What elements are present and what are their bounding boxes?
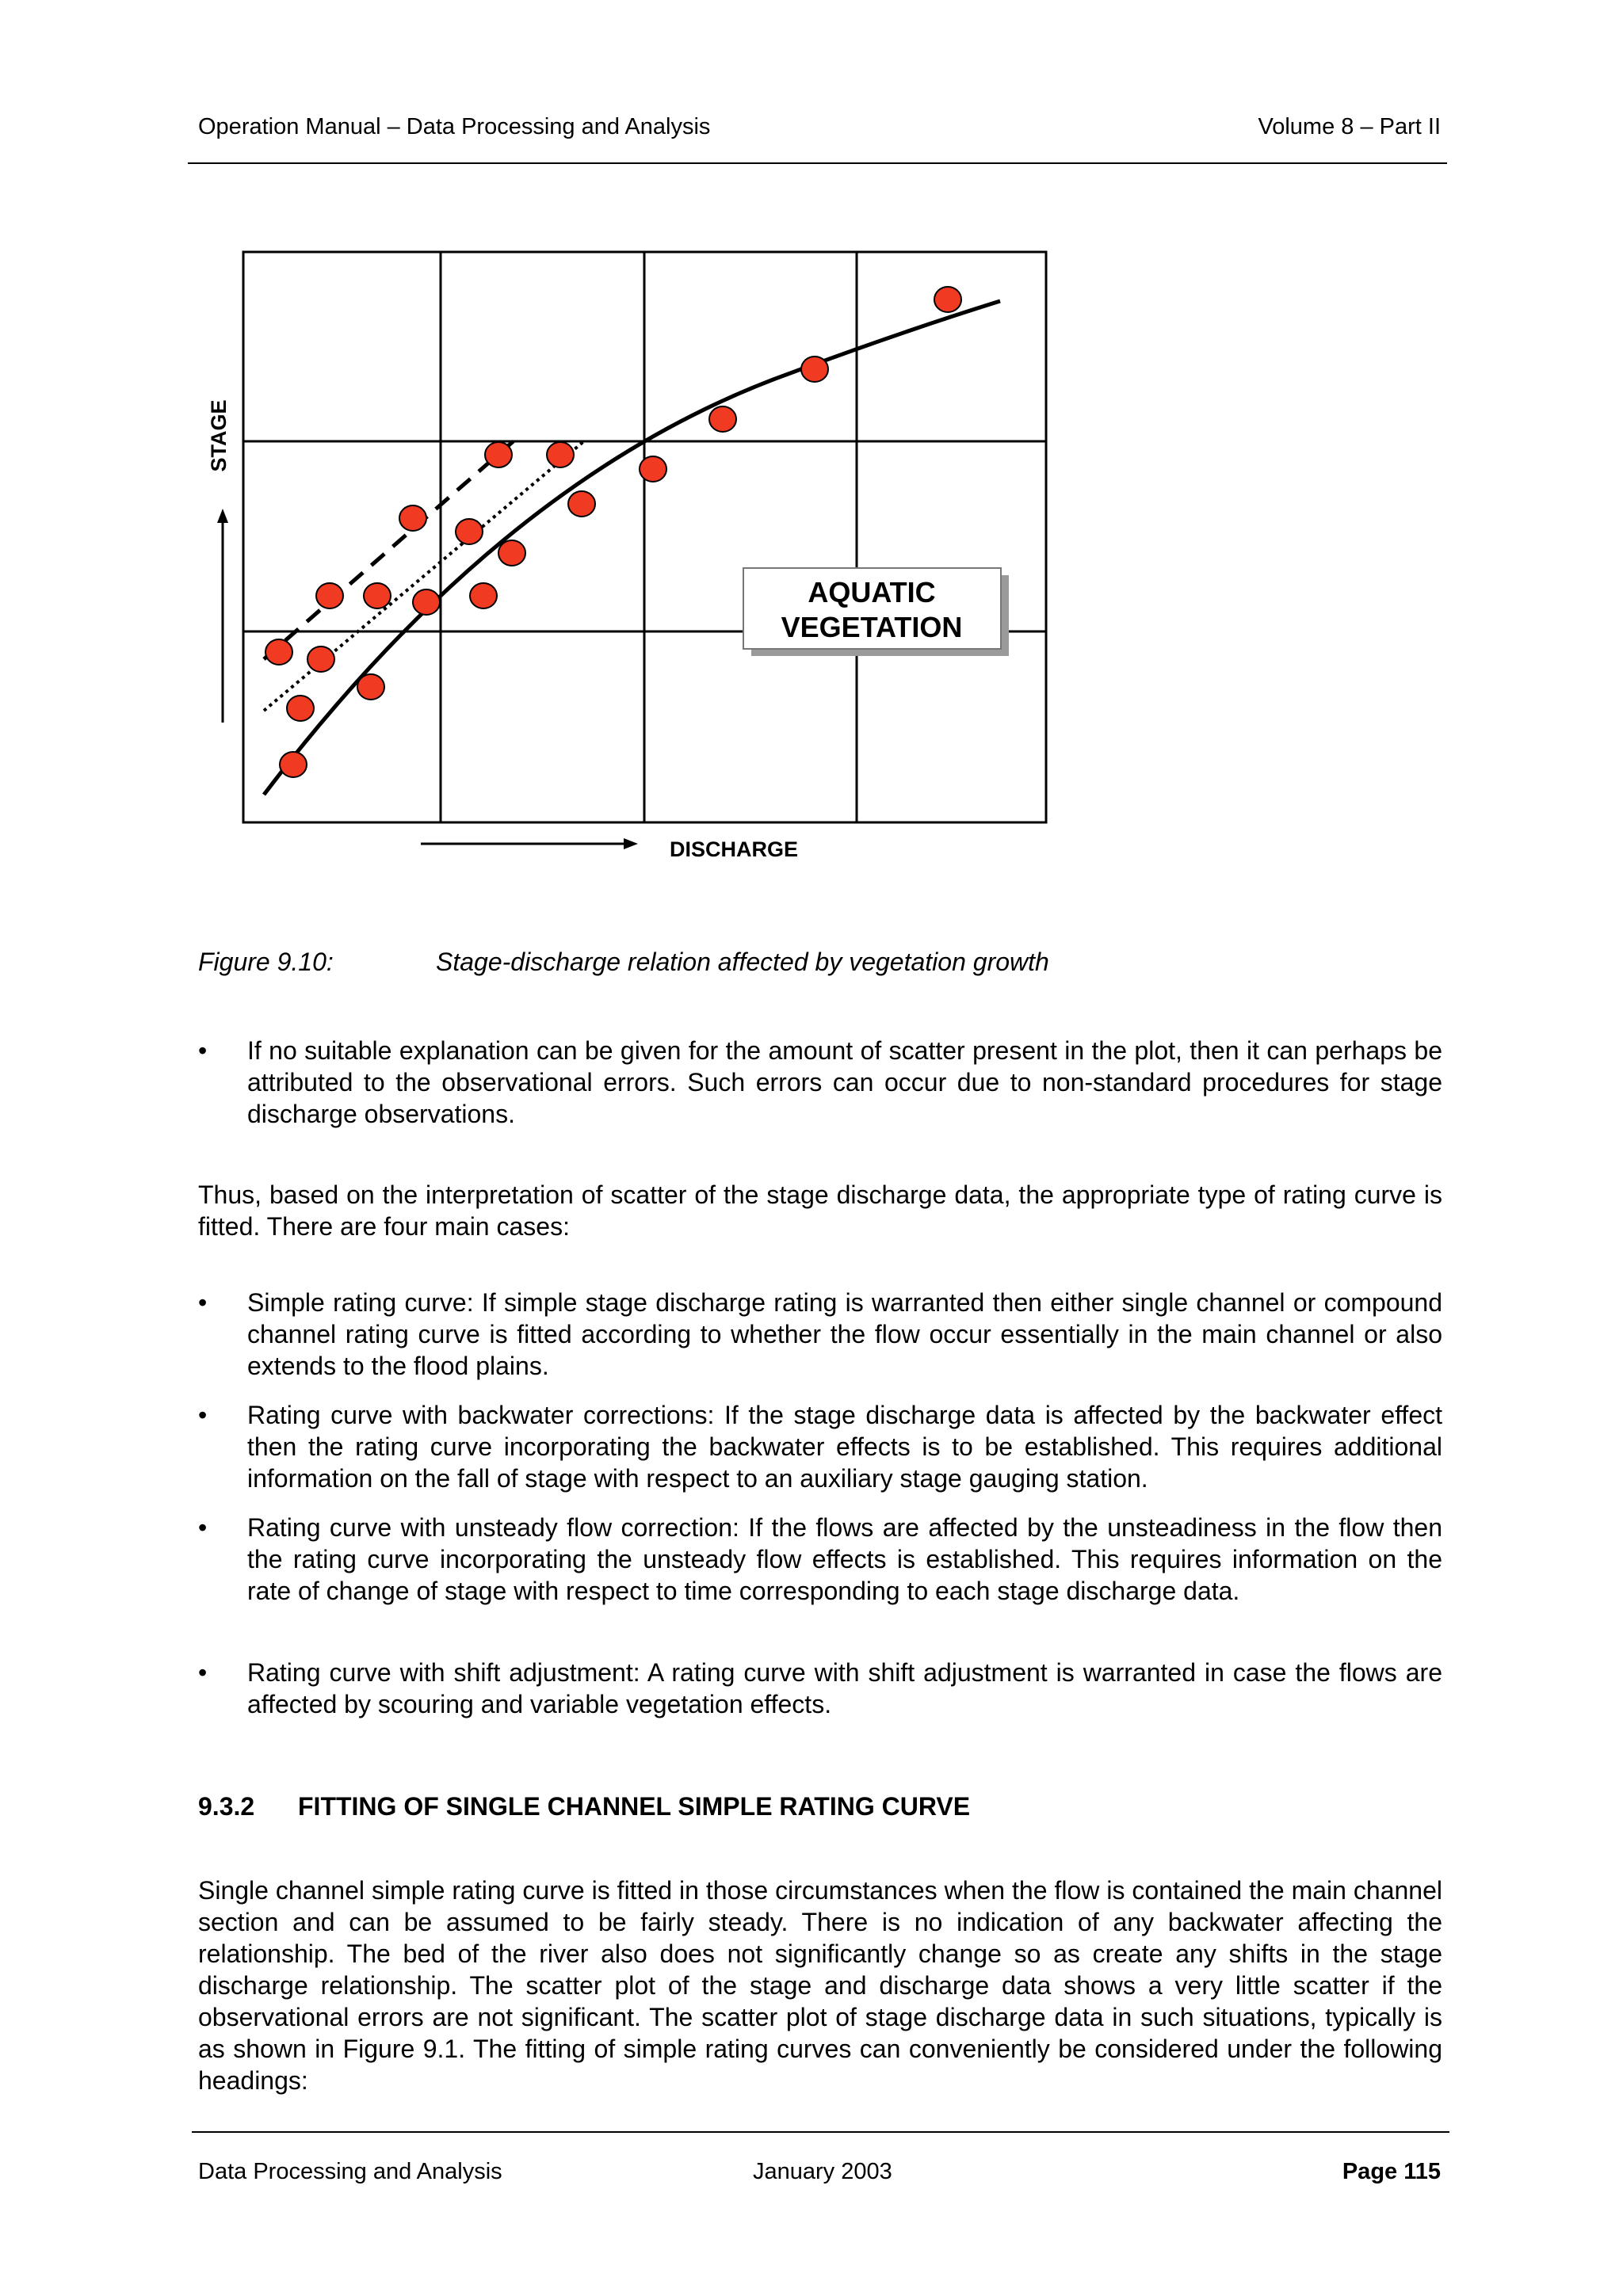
- data-point: [934, 287, 961, 312]
- data-point: [399, 505, 426, 531]
- data-point: [709, 406, 736, 432]
- section-heading: [198, 1792, 970, 1821]
- list-item: [198, 1287, 1442, 1382]
- data-point: [316, 583, 343, 608]
- paragraph: Thus, based on the interpretation of scatter of the stage discharge data, the appropriate type of rating curve is fitted. There are four main cases:: [198, 1180, 1442, 1241]
- bullet-symbol: •: [198, 1401, 208, 1429]
- data-point: [470, 583, 497, 608]
- footer-left: Data Processing and Analysis: [198, 2159, 502, 2184]
- header-left: Operation Manual – Data Processing and Analysis: [198, 114, 711, 139]
- list-item-text: If no suitable explanation can be given for the amount of scatter present in the plot, then it can perhaps be attributed to the observational errors. Such errors can occur due to non-standard procedures for stage discharge observations.: [247, 1036, 1442, 1128]
- footer-page-number: Page 115: [1342, 2159, 1441, 2184]
- bullet-symbol: •: [198, 1288, 208, 1317]
- bullet-symbol: •: [198, 1658, 208, 1687]
- stage-discharge-figure: [0, 0, 1623, 887]
- bullet-symbol: •: [198, 1036, 208, 1065]
- data-point: [801, 357, 828, 382]
- footer-rule: [192, 2131, 1449, 2133]
- rating-curve-solid: [264, 301, 1000, 795]
- list-item: [198, 1512, 1442, 1607]
- data-point: [547, 442, 574, 467]
- data-point: [265, 639, 292, 665]
- data-point: [485, 442, 512, 467]
- figure-caption-number: Figure 9.10:: [198, 948, 334, 976]
- data-point: [413, 589, 440, 615]
- data-point: [456, 519, 483, 544]
- figure-caption: [198, 948, 1049, 977]
- data-point: [364, 583, 391, 608]
- data-point: [498, 540, 525, 566]
- data-point: [568, 491, 595, 517]
- data-point: [357, 674, 384, 700]
- header-right: Volume 8 – Part II: [1258, 114, 1441, 139]
- list-item-text: Rating curve with shift adjustment: A rating curve with shift adjustment is warranted in case the flows are affected by scouring and variable vegetation effects.: [247, 1658, 1442, 1718]
- data-point: [287, 696, 314, 721]
- section-number: 9.3.2: [198, 1792, 255, 1821]
- bullet-symbol: •: [198, 1513, 208, 1542]
- list-item: [198, 1657, 1442, 1720]
- list-item: [198, 1035, 1442, 1130]
- list-item-text: Simple rating curve: If simple stage discharge rating is warranted then either single channel or compound channel rating curve is fitted according to whether the flow occur essentially in the main channel or also extends to the flood plains.: [247, 1288, 1442, 1380]
- annotation-line-2: VEGETATION: [781, 611, 963, 643]
- x-axis-arrowhead: [624, 838, 638, 849]
- paragraph: Single channel simple rating curve is fitted in those circumstances when the flow is contained the main channel section and can be assumed to be fairly steady. There is no indication of any backwater affecting the relationship. The bed of the river also does not significantly change so as create any shifts in the stage discharge relationship. The scatter plot of the stage and discharge data shows a very little scatter if the observational errors are not significant. The scatter plot of stage discharge data in such situations, typically is as shown in Figure 9.1. The fitting of simple rating curves can conveniently be considered under the following headings:: [198, 1876, 1442, 2095]
- footer-center: January 2003: [753, 2159, 892, 2184]
- x-axis-label: DISCHARGE: [670, 837, 799, 861]
- rating-curve-dotted: [264, 441, 585, 711]
- list-item-text: Rating curve with backwater corrections: If the stage discharge data is affected by the backwater effect then the rating curve incorporating the backwater effects is to be established. This requires additional information on the fall of stage with respect to an auxiliary stage gauging station.: [247, 1401, 1442, 1493]
- rating-curve-dashed: [264, 434, 521, 659]
- y-axis-label: STAGE: [207, 399, 231, 472]
- annotation-line-1: AQUATIC: [808, 576, 936, 608]
- figure-caption-text: Stage-discharge relation affected by vegetation growth: [436, 948, 1049, 976]
- data-point: [307, 646, 334, 672]
- data-point: [280, 752, 307, 777]
- section-title: FITTING OF SINGLE CHANNEL SIMPLE RATING CURVE: [298, 1792, 971, 1821]
- list-item-text: Rating curve with unsteady flow correction: If the flows are affected by the unsteadiness in the flow then the rating curve incorporating the unsteady flow effects is established. This requires information on the rate of change of stage with respect to time corresponding to each stage discharge data.: [247, 1513, 1442, 1605]
- y-axis-arrowhead: [217, 509, 228, 523]
- list-item: [198, 1399, 1442, 1494]
- data-point: [640, 456, 666, 482]
